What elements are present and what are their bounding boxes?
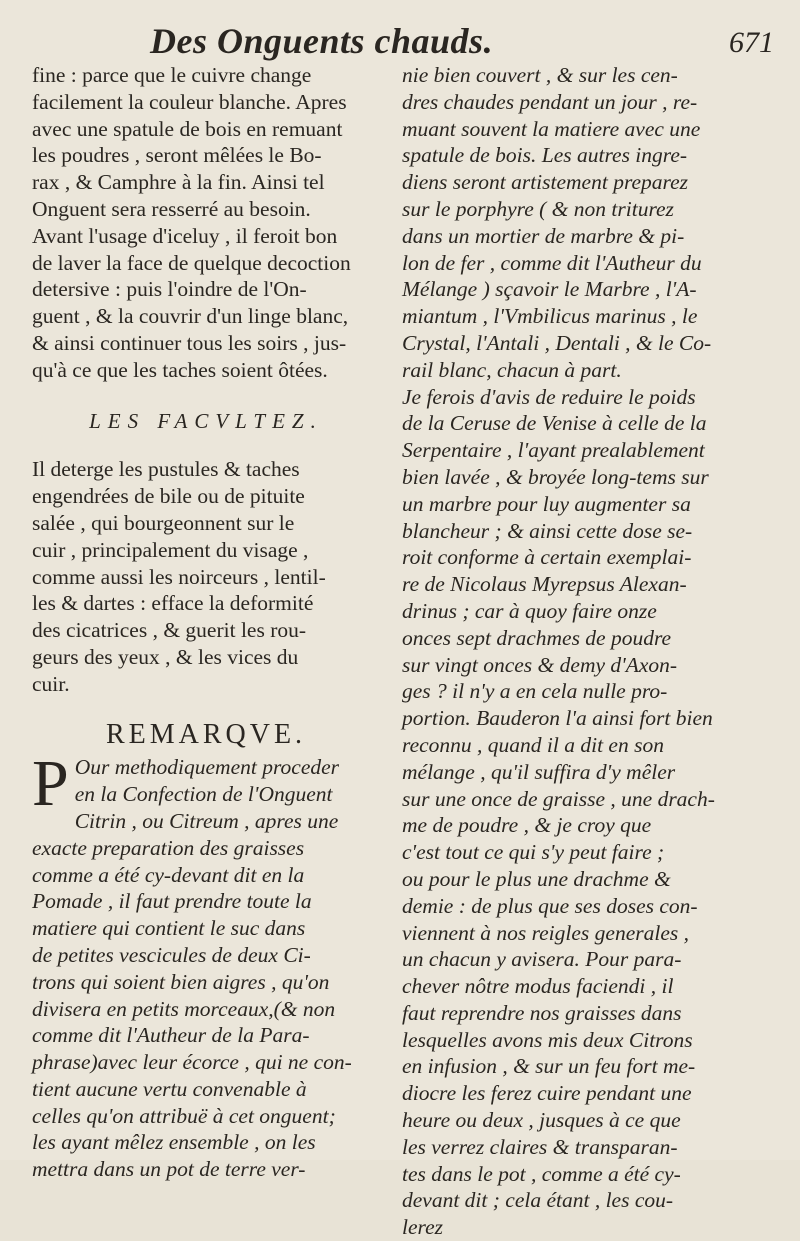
text-line: exacte preparation des graisses: [32, 835, 305, 860]
text-line: de la Ceruse de Venise à celle de la: [402, 411, 707, 436]
text-line: Avant l'usage d'iceluy , il feroit bon: [32, 223, 338, 248]
text-line: cuir , principalement du visage ,: [32, 537, 309, 562]
heading-remarque: REMARQVE.: [105, 718, 307, 750]
text-line: c'est tout ce qui s'y peut faire ;: [402, 840, 665, 865]
text-line: Serpentaire , l'ayant prealablement: [402, 438, 705, 463]
text-line: avec une spatule de bois en remuant: [32, 116, 343, 141]
text-line: Mélange ) sçavoir le Marbre , l'A-: [402, 277, 697, 302]
text-line: drinus ; car à quoy faire onze: [402, 598, 657, 623]
text-line: lesquelles avons mis deux Citrons: [402, 1027, 693, 1052]
text-line: Je ferois d'avis de reduire le poids: [402, 384, 696, 409]
text-line: demie : de plus que ses doses con-: [402, 893, 698, 918]
text-line: phrase)avec leur écorce , qui ne con-: [32, 1050, 352, 1075]
text-line: comme a été cy-devant dit en la: [32, 862, 305, 887]
text-line: trons qui soient bien aigres , qu'on: [32, 969, 330, 994]
text-line: mélange , qu'il suffira d'y mêler: [402, 759, 676, 784]
text-line: miantum , l'Vmbilicus marinus , le: [402, 304, 698, 329]
text-line: celles qu'on attribuë à cet onguent;: [32, 1103, 336, 1128]
text-line: roit conforme à certain exemplai-: [402, 545, 692, 570]
text-line: re de Nicolaus Myrepsus Alexan-: [402, 572, 687, 597]
text-line: me de poudre , & je croy que: [402, 813, 652, 838]
text-line: Pomade , il faut prendre toute la: [32, 889, 312, 914]
text-line: comme aussi les noirceurs , lentil-: [32, 564, 326, 589]
text-line: les poudres , seront mêlées le Bo-: [32, 143, 322, 168]
text-line: onces sept drachmes de poudre: [402, 625, 672, 650]
text-line: Crystal, l'Antali , Dentali , & le Co-: [402, 330, 712, 355]
paragraph-right-column: [402, 62, 776, 1241]
running-head-title: Des Onguents chauds.: [150, 21, 494, 61]
text-line: Citrin , ou Citreum , apres une: [74, 808, 339, 833]
text-line: viennent à nos reigles generales ,: [402, 920, 689, 945]
text-line: tient aucune vertu convenable à: [32, 1076, 307, 1101]
text-line: geurs des yeux , & les vices du: [32, 644, 299, 669]
text-line: matiere qui contient le suc dans: [32, 916, 306, 941]
text-line: salée , qui bourgeonnent sur le: [32, 510, 295, 535]
text-line: sur le porphyre ( & non triturez: [402, 196, 674, 221]
text-line: tes dans le pot , comme a été cy-: [402, 1161, 681, 1186]
text-line: bien lavée , & broyée long-tems sur: [402, 464, 709, 489]
text-line: engendrées de bile ou de pituite: [32, 484, 305, 509]
text-line: Onguent sera resserré au besoin.: [32, 196, 311, 221]
paragraph-remarque-text: [32, 747, 380, 1183]
text-line: mettra dans un pot de terre ver-: [32, 1157, 306, 1182]
text-line: nie bien couvert , & sur les cen-: [402, 63, 678, 87]
text-line: rax , & Camphre à la fin. Ainsi tel: [32, 170, 325, 195]
text-line: blancheur ; & ainsi cette dose se-: [402, 518, 693, 543]
text-line: de petites vescicules de deux Ci-: [32, 942, 311, 967]
text-line: chever nôtre modus faciendi , il: [402, 974, 674, 999]
text-line: les ayant mêlez ensemble , on les: [32, 1130, 316, 1155]
text-line: lon de fer , comme dit l'Autheur du: [402, 250, 702, 275]
text-line: Our methodiquement proceder: [74, 755, 340, 780]
text-line: un chacun y avisera. Pour para-: [402, 947, 682, 972]
text-line: sur une once de graisse , une drach-: [402, 786, 715, 811]
heading-facultez: LES FACVLTEZ.: [89, 408, 323, 433]
text-line: rail blanc, chacun à part.: [402, 357, 622, 382]
text-line: diens seront artistement preparez: [402, 170, 689, 195]
text-line: lerez: [402, 1215, 443, 1240]
text-line: les & dartes : efface la deformité: [32, 591, 314, 616]
text-line: facilement la couleur blanche. Apres: [32, 89, 347, 114]
page-number: 671: [729, 26, 774, 59]
text-line: en la Confection de l'Onguent: [74, 782, 333, 807]
text-line: ou pour le plus une drachme &: [402, 866, 671, 891]
drop-cap: P: [32, 747, 69, 821]
text-line: & ainsi continuer tous les soirs , jus-: [32, 330, 347, 355]
text-line: guent , & la couvrir d'un linge blanc,: [32, 304, 349, 329]
paragraph-onguent-preparation: [32, 62, 380, 384]
text-line: dres chaudes pendant un jour , re-: [402, 89, 698, 114]
text-line: fine : parce que le cuivre change: [32, 63, 312, 87]
text-line: qu'à ce que les taches soient ôtées.: [32, 357, 328, 382]
text-line: sur vingt onces & demy d'Axon-: [402, 652, 678, 677]
text-line: de laver la face de quelque decoction: [32, 250, 351, 275]
paragraph-remarque: [32, 747, 380, 1183]
text-line: devant dit ; cela étant , les cou-: [402, 1188, 674, 1213]
text-line: detersive : puis l'oindre de l'On-: [32, 277, 307, 302]
text-line: un marbre pour luy augmenter sa: [402, 491, 691, 516]
text-line: cuir.: [32, 671, 70, 696]
right-column: [402, 62, 776, 1241]
text-line: diocre les ferez cuire pendant une: [402, 1081, 692, 1106]
paragraph-facultez: [32, 456, 380, 697]
text-line: ges ? il n'y a en cela nulle pro-: [402, 679, 668, 704]
text-line: comme dit l'Autheur de la Para-: [32, 1023, 310, 1048]
left-column: [32, 62, 380, 1183]
text-line: spatule de bois. Les autres ingre-: [402, 143, 688, 168]
text-line: divisera en petits morceaux,(& non: [32, 996, 336, 1021]
text-line: portion. Bauderon l'a ainsi fort bien: [402, 706, 713, 731]
text-line: reconnu , quand il a dit en son: [402, 732, 664, 757]
text-line: muant souvent la matiere avec une: [402, 116, 701, 141]
text-line: heure ou deux , jusques à ce que: [402, 1108, 681, 1133]
text-line: dans un mortier de marbre & pi-: [402, 223, 685, 248]
text-line: en infusion , & sur un feu fort me-: [402, 1054, 696, 1079]
text-line: des cicatrices , & guerit les rou-: [32, 618, 307, 643]
text-line: les verrez claires & transparan-: [402, 1134, 678, 1159]
text-line: faut reprendre nos graisses dans: [402, 1000, 682, 1025]
text-line: Il deterge les pustules & taches: [32, 457, 300, 482]
